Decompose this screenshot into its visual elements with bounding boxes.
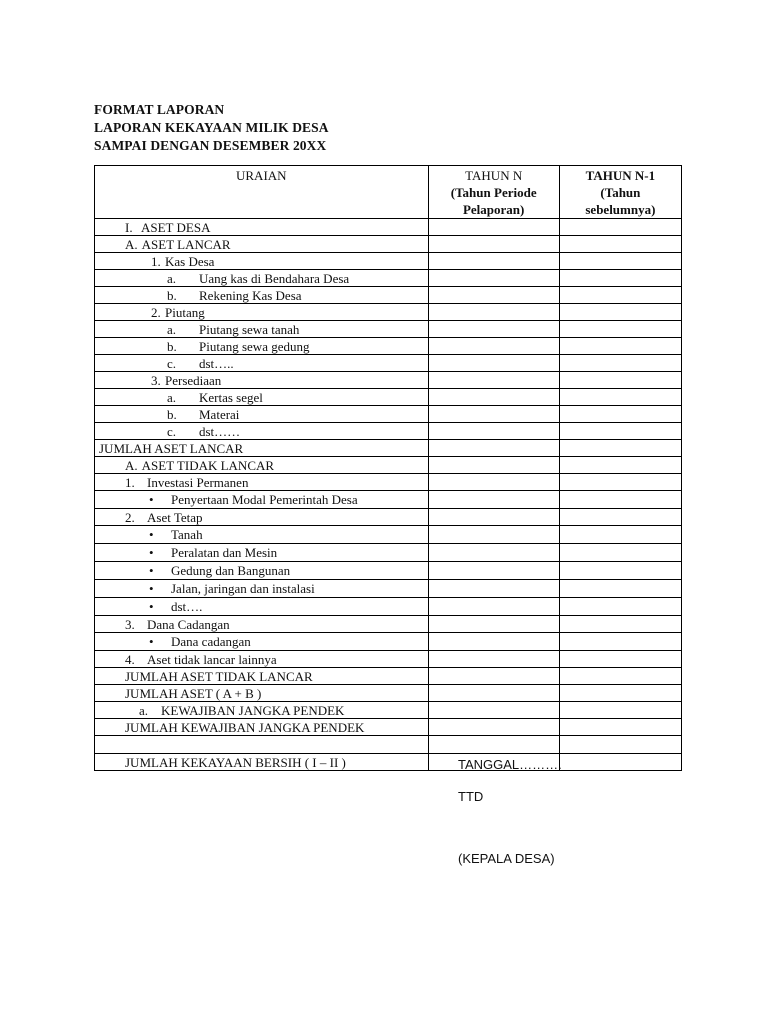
- tahun-n1-value-cell[interactable]: [559, 440, 681, 457]
- row-label: Piutang sewa tanah: [199, 321, 300, 337]
- uraian-cell: [95, 236, 429, 253]
- asset-report-table: [94, 165, 682, 771]
- uraian-cell: [95, 651, 429, 668]
- row-marker: c.: [167, 423, 177, 439]
- table-row: [95, 270, 682, 287]
- row-marker: b.: [167, 406, 177, 422]
- tahun-n-value-cell[interactable]: [428, 562, 559, 580]
- header-tahun-n1-sub: (Tahun sebelumnya): [585, 185, 656, 217]
- title-period: SAMPAI DENGAN DESEMBER 20XX: [94, 138, 327, 153]
- tahun-n1-value-cell[interactable]: [559, 355, 681, 372]
- row-label: ASET LANCAR: [141, 236, 231, 252]
- tahun-n-value-cell[interactable]: [428, 651, 559, 668]
- tahun-n1-value-cell[interactable]: [559, 287, 681, 304]
- tahun-n1-value-cell[interactable]: [559, 685, 681, 702]
- row-marker: 3.: [151, 372, 161, 388]
- tahun-n-value-cell[interactable]: [428, 253, 559, 270]
- tahun-n-value-cell[interactable]: [428, 321, 559, 338]
- tahun-n-value-cell[interactable]: [428, 236, 559, 253]
- uraian-cell: [95, 668, 429, 685]
- tahun-n-value-cell[interactable]: [428, 544, 559, 562]
- tahun-n-value-cell[interactable]: [428, 719, 559, 736]
- row-label: Aset Tetap: [147, 509, 203, 525]
- tahun-n1-value-cell[interactable]: [559, 406, 681, 423]
- table-row: [95, 544, 682, 562]
- tahun-n-value-cell[interactable]: [428, 474, 559, 491]
- table-row: [95, 304, 682, 321]
- tahun-n1-value-cell[interactable]: [559, 338, 681, 355]
- tahun-n-value-cell[interactable]: [428, 457, 559, 474]
- header-uraian: [95, 166, 429, 219]
- row-label: ASET DESA: [141, 219, 211, 235]
- table-row: [95, 287, 682, 304]
- row-label: ASET TIDAK LANCAR: [141, 457, 275, 473]
- tahun-n1-value-cell[interactable]: [559, 736, 681, 754]
- header-tahun-n-label: TAHUN N: [465, 168, 523, 183]
- row-label: dst….: [171, 599, 203, 614]
- row-marker: b.: [167, 287, 177, 303]
- uraian-cell: [95, 685, 429, 702]
- tahun-n1-value-cell[interactable]: [559, 562, 681, 580]
- uraian-cell: [95, 491, 429, 509]
- row-label: Jalan, jaringan dan instalasi: [171, 581, 315, 596]
- row-marker: I.: [125, 219, 133, 235]
- row-label: Piutang sewa gedung: [199, 338, 310, 354]
- uraian-cell: [95, 355, 429, 372]
- tahun-n-value-cell[interactable]: [428, 406, 559, 423]
- tahun-n1-value-cell[interactable]: [559, 633, 681, 651]
- row-marker: 1.: [125, 474, 135, 490]
- uraian-cell: [95, 219, 429, 236]
- table-row: [95, 338, 682, 355]
- table-row: [95, 321, 682, 338]
- uraian-cell: [95, 544, 429, 562]
- uraian-cell: [95, 440, 429, 457]
- table-row: [95, 457, 682, 474]
- row-marker: c.: [167, 355, 177, 371]
- uraian-cell: [95, 754, 429, 771]
- row-marker: b.: [167, 338, 177, 354]
- tahun-n-value-cell[interactable]: [428, 423, 559, 440]
- tahun-n-value-cell[interactable]: [428, 526, 559, 544]
- row-label: dst……: [199, 423, 241, 439]
- tahun-n1-value-cell[interactable]: [559, 457, 681, 474]
- table-row: [95, 389, 682, 406]
- table-row: [95, 702, 682, 719]
- tahun-n1-value-cell[interactable]: [559, 544, 681, 562]
- row-label: Kertas segel: [199, 389, 263, 405]
- document-title-block: [94, 101, 329, 155]
- row-marker: 4.: [125, 651, 135, 667]
- row-marker: •: [149, 527, 154, 542]
- uraian-cell: [95, 736, 429, 754]
- uraian-cell: [95, 719, 429, 736]
- row-label: Tanah: [171, 527, 203, 542]
- row-label: KEWAJIBAN JANGKA PENDEK: [161, 702, 345, 718]
- tahun-n1-value-cell[interactable]: [559, 754, 681, 771]
- row-label: Persediaan: [165, 372, 222, 388]
- uraian-cell: [95, 253, 429, 270]
- table-row: [95, 598, 682, 616]
- tahun-n1-value-cell[interactable]: [559, 509, 681, 526]
- uraian-cell: [95, 304, 429, 321]
- tahun-n1-value-cell[interactable]: [559, 651, 681, 668]
- row-label: Penyertaan Modal Pemerintah Desa: [171, 492, 358, 507]
- uraian-cell: [95, 406, 429, 423]
- row-label: Dana Cadangan: [147, 616, 230, 632]
- tahun-n-value-cell[interactable]: [428, 440, 559, 457]
- row-marker: A.: [125, 457, 138, 473]
- tahun-n-value-cell[interactable]: [428, 338, 559, 355]
- row-label: JUMLAH KEKAYAAN BERSIH ( I – II ): [125, 754, 346, 770]
- uraian-cell: [95, 702, 429, 719]
- uraian-cell: [95, 526, 429, 544]
- signature-ttd: TTD: [458, 789, 484, 804]
- row-label: Gedung dan Bangunan: [171, 563, 291, 578]
- tahun-n1-value-cell[interactable]: [559, 526, 681, 544]
- uraian-cell: [95, 474, 429, 491]
- table-row: [95, 668, 682, 685]
- tahun-n1-value-cell[interactable]: [559, 219, 681, 236]
- header-tahun-n1: [559, 166, 681, 219]
- table-row: [95, 616, 682, 633]
- table-row: [95, 580, 682, 598]
- uraian-cell: [95, 616, 429, 633]
- tahun-n1-value-cell[interactable]: [559, 719, 681, 736]
- tahun-n-value-cell[interactable]: [428, 509, 559, 526]
- tahun-n1-value-cell[interactable]: [559, 491, 681, 509]
- row-label: Peralatan dan Mesin: [171, 545, 278, 560]
- tahun-n-value-cell[interactable]: [428, 270, 559, 287]
- tahun-n-value-cell[interactable]: [428, 702, 559, 719]
- table-row: [95, 633, 682, 651]
- table-row: [95, 526, 682, 544]
- uraian-cell: [95, 509, 429, 526]
- row-marker: a.: [167, 389, 177, 405]
- row-marker: •: [149, 563, 154, 578]
- tahun-n1-value-cell[interactable]: [559, 474, 681, 491]
- row-marker: a.: [139, 702, 149, 718]
- row-marker: A.: [125, 236, 138, 252]
- header-tahun-n-sub: (Tahun Periode Pelaporan): [450, 185, 537, 217]
- title-report: LAPORAN KEKAYAAN MILIK DESA: [94, 120, 329, 135]
- table-row: [95, 509, 682, 526]
- tahun-n-value-cell[interactable]: [428, 287, 559, 304]
- row-label: JUMLAH KEWAJIBAN JANGKA PENDEK: [125, 719, 365, 735]
- row-label: Investasi Permanen: [147, 474, 249, 490]
- tahun-n1-value-cell[interactable]: [559, 668, 681, 685]
- row-marker: 3.: [125, 616, 135, 632]
- title-format: FORMAT LAPORAN: [94, 102, 225, 117]
- tahun-n1-value-cell[interactable]: [559, 702, 681, 719]
- table-row: [95, 754, 682, 771]
- row-marker: 2.: [125, 509, 135, 525]
- row-label: JUMLAH ASET LANCAR: [99, 440, 244, 456]
- header-tahun-n1-label: TAHUN N-1: [585, 168, 656, 183]
- uraian-cell: [95, 270, 429, 287]
- row-label: dst…..: [199, 355, 234, 371]
- tahun-n1-value-cell[interactable]: [559, 616, 681, 633]
- tahun-n1-value-cell[interactable]: [559, 598, 681, 616]
- table-row: [95, 562, 682, 580]
- tahun-n-value-cell[interactable]: [428, 668, 559, 685]
- row-label: Uang kas di Bendahara Desa: [199, 270, 350, 286]
- header-tahun-n: [428, 166, 559, 219]
- uraian-cell: [95, 389, 429, 406]
- uraian-cell: [95, 372, 429, 389]
- tahun-n1-value-cell[interactable]: [559, 236, 681, 253]
- table-header-row: [95, 166, 682, 219]
- table-row: [95, 736, 682, 754]
- tahun-n-value-cell[interactable]: [428, 389, 559, 406]
- table-row: [95, 440, 682, 457]
- row-marker: •: [149, 492, 154, 507]
- tahun-n-value-cell[interactable]: [428, 580, 559, 598]
- signature-date: TANGGAL……….: [458, 757, 562, 772]
- table-row: [95, 253, 682, 270]
- tahun-n-value-cell[interactable]: [428, 355, 559, 372]
- row-marker: •: [149, 634, 154, 649]
- tahun-n-value-cell[interactable]: [428, 491, 559, 509]
- tahun-n1-value-cell[interactable]: [559, 321, 681, 338]
- tahun-n1-value-cell[interactable]: [559, 580, 681, 598]
- row-label: Aset tidak lancar lainnya: [147, 651, 277, 667]
- tahun-n-value-cell[interactable]: [428, 598, 559, 616]
- header-uraian-label: URAIAN: [236, 168, 287, 183]
- tahun-n1-value-cell[interactable]: [559, 304, 681, 321]
- row-marker: a.: [167, 321, 177, 337]
- signature-name: (KEPALA DESA): [458, 851, 555, 866]
- row-marker: •: [149, 581, 154, 596]
- row-label: Dana cadangan: [171, 634, 251, 649]
- row-marker: 1.: [151, 253, 161, 269]
- table-row: [95, 491, 682, 509]
- uraian-cell: [95, 423, 429, 440]
- uraian-cell: [95, 338, 429, 355]
- tahun-n1-value-cell[interactable]: [559, 372, 681, 389]
- uraian-cell: [95, 321, 429, 338]
- row-marker: •: [149, 599, 154, 614]
- uraian-cell: [95, 580, 429, 598]
- table-row: [95, 474, 682, 491]
- uraian-cell: [95, 287, 429, 304]
- row-marker: a.: [167, 270, 177, 286]
- table-row: [95, 355, 682, 372]
- row-marker: •: [149, 545, 154, 560]
- tahun-n-value-cell[interactable]: [428, 685, 559, 702]
- row-label: JUMLAH ASET ( A + B ): [125, 685, 262, 701]
- table-row: [95, 651, 682, 668]
- tahun-n1-value-cell[interactable]: [559, 389, 681, 406]
- uraian-cell: [95, 457, 429, 474]
- tahun-n-value-cell[interactable]: [428, 633, 559, 651]
- table-row: [95, 719, 682, 736]
- tahun-n1-value-cell[interactable]: [559, 423, 681, 440]
- row-label: JUMLAH ASET TIDAK LANCAR: [125, 668, 313, 684]
- tahun-n-value-cell[interactable]: [428, 372, 559, 389]
- tahun-n1-value-cell[interactable]: [559, 270, 681, 287]
- row-marker: 2.: [151, 304, 161, 320]
- tahun-n-value-cell[interactable]: [428, 304, 559, 321]
- table-row: [95, 219, 682, 236]
- table-row: [95, 406, 682, 423]
- table-row: [95, 372, 682, 389]
- uraian-cell: [95, 598, 429, 616]
- row-label: Kas Desa: [165, 253, 215, 269]
- table-row: [95, 423, 682, 440]
- tahun-n-value-cell[interactable]: [428, 616, 559, 633]
- tahun-n-value-cell[interactable]: [428, 219, 559, 236]
- table-row: [95, 685, 682, 702]
- row-label: Piutang: [165, 304, 205, 320]
- uraian-cell: [95, 562, 429, 580]
- table-row: [95, 236, 682, 253]
- tahun-n1-value-cell[interactable]: [559, 253, 681, 270]
- row-label: Rekening Kas Desa: [199, 287, 302, 303]
- row-label: Materai: [199, 406, 240, 422]
- tahun-n-value-cell[interactable]: [428, 736, 559, 754]
- uraian-cell: [95, 633, 429, 651]
